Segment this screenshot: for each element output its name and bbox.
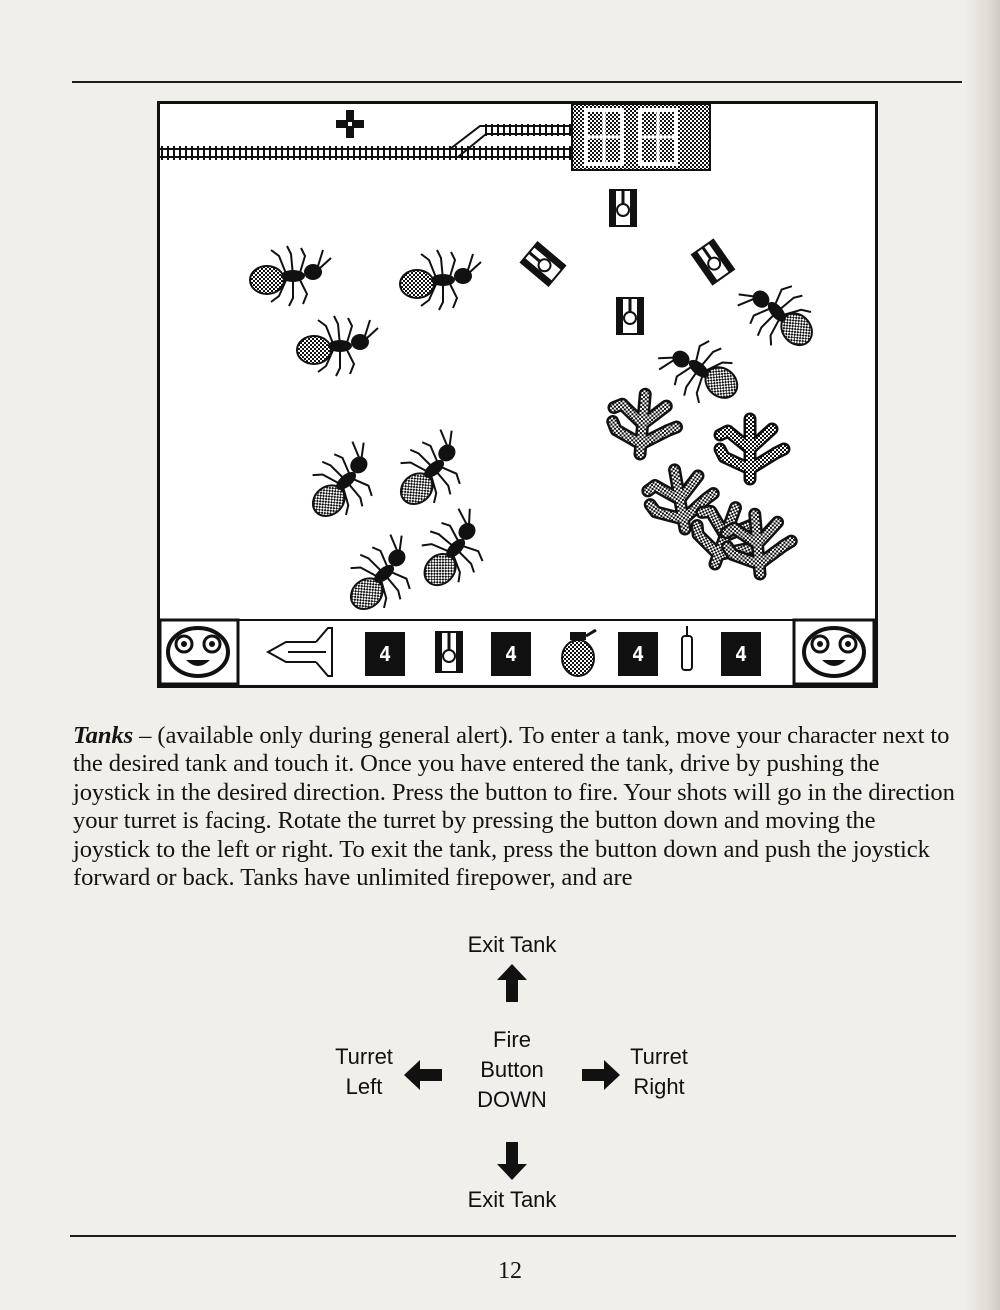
ammo-count-box xyxy=(618,632,658,676)
dynamite-icon xyxy=(682,626,692,670)
tank-icon xyxy=(692,240,734,284)
giant-ant-icon xyxy=(297,316,378,376)
game-screenshot xyxy=(157,101,878,688)
giant-ant-icon xyxy=(729,263,827,364)
creature-icon xyxy=(610,392,679,457)
tank-icon xyxy=(610,190,636,226)
top-rule xyxy=(72,81,962,83)
tanks-paragraph: – (available only during general alert). To enter a tank, move your character next to the desired tank and touch it. Once you have entered the tank, drive by pushing the joystick in the desired direction. Press the button to fire. Your shots will go in the direction your turret is facing. Rotate the turret by pressing the button down and moving the joystick to the left or right. To exit the tank, press the button down and push the joystick forward or back. Tanks have unlimited firepower, and are xyxy=(73,722,955,892)
grenade-icon xyxy=(562,630,596,676)
giant-ant-icon xyxy=(382,421,483,519)
arrow-left-icon xyxy=(404,1060,444,1090)
tanks-description xyxy=(73,722,958,892)
player-face-left-icon xyxy=(160,620,238,684)
exit-tank-up-label: Exit Tank xyxy=(467,932,557,957)
tank-icon xyxy=(617,298,643,334)
ammo-count-box xyxy=(721,632,761,676)
player-face-right-icon xyxy=(794,620,874,684)
ammo-count: 4 xyxy=(504,642,518,666)
turret-right-label: Turret Right xyxy=(630,1044,688,1099)
rocket-icon xyxy=(268,628,332,676)
railway-track xyxy=(160,124,572,160)
giant-ant-icon xyxy=(400,250,481,310)
giant-ant-icon xyxy=(404,500,504,600)
giant-ant-icon xyxy=(332,526,433,624)
exit-tank-down-label: Exit Tank xyxy=(467,1187,557,1212)
section-term: Tanks xyxy=(73,722,134,749)
ammo-count: 4 xyxy=(734,642,748,666)
bottom-rule xyxy=(70,1235,956,1237)
ammo-count-box xyxy=(365,632,405,676)
ammo-count: 4 xyxy=(378,642,392,666)
tank-icon xyxy=(436,632,462,672)
page-edge-shadow xyxy=(964,0,1000,1310)
creature-icon xyxy=(645,464,718,534)
fire-button-down-label: Fire Button DOWN xyxy=(477,1027,547,1112)
turret-left-label: Turret Left xyxy=(335,1044,393,1099)
ammo-count-box xyxy=(491,632,531,676)
tank-icon xyxy=(521,242,565,285)
giant-ant-icon xyxy=(250,246,331,306)
giant-ant-icon xyxy=(294,433,395,531)
creature-icon xyxy=(720,419,784,479)
arrow-up-icon xyxy=(497,964,527,1004)
arrow-down-icon xyxy=(497,1140,527,1180)
ammo-count: 4 xyxy=(631,642,645,666)
player-crosshair-icon xyxy=(336,110,364,138)
depot-building-icon xyxy=(572,104,710,170)
page-number: 12 xyxy=(498,1258,522,1284)
